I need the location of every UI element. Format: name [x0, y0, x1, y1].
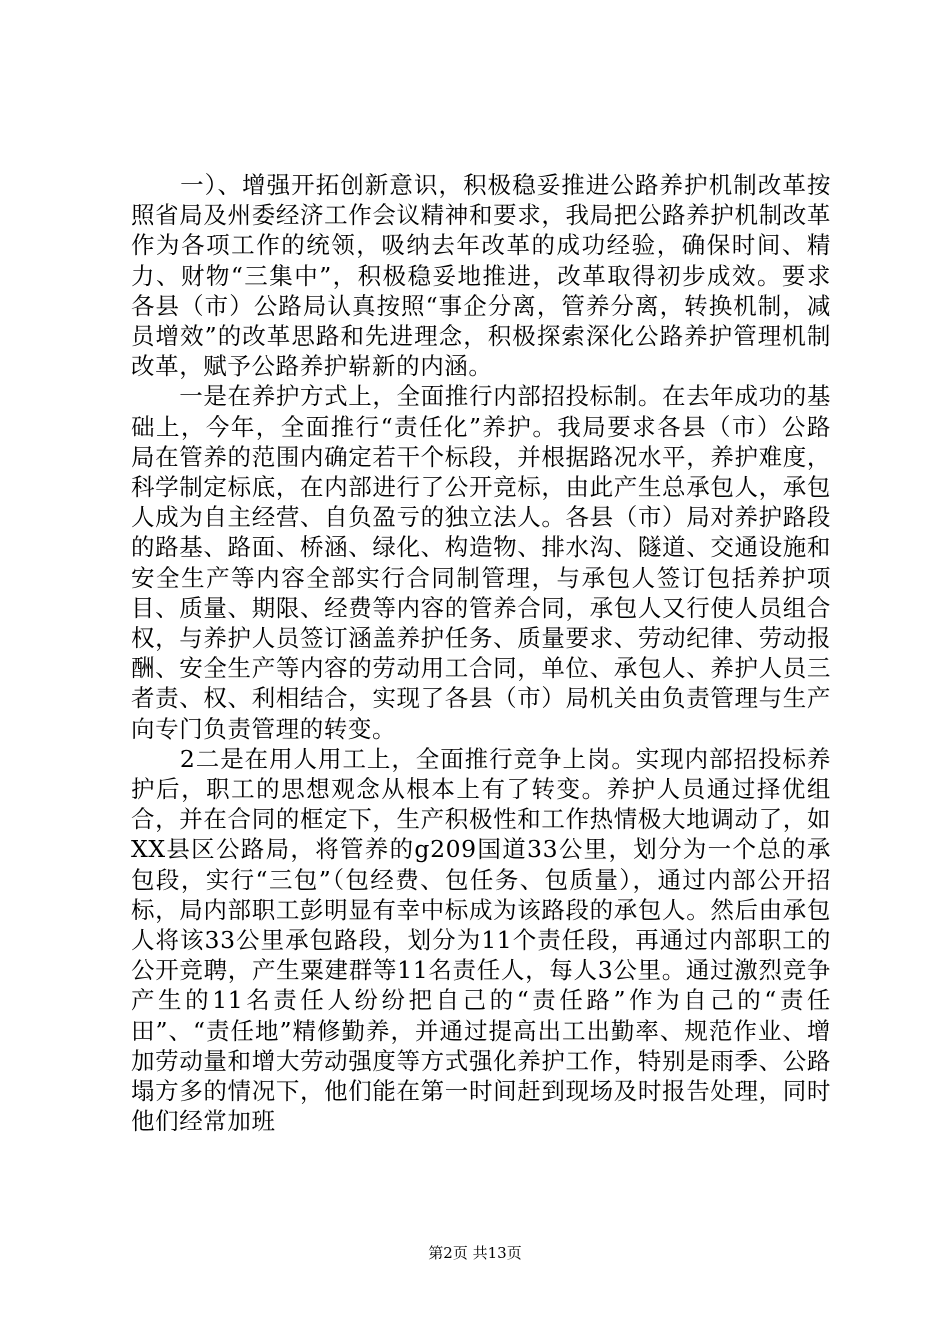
paragraph-bidding-system: 一是在养护方式上，全面推行内部招投标制。在去年成功的基础上，今年，全面推行“责任化”养护。我局要求各县（市）公路局在管养的范围内确定若干个标段，并根据路况水平，养护难度，科学制定标底，在内部进行了公开竞标，由此产生总承包人，承包人成为自主经营、自负盈亏的独立法人。各县（市）局对养护路段的路基、路面、桥涵、绿化、构造物、排水沟、隧道、交通设施和安全生产等内容全部实行合同制管理，与承包人签订包括养护项目、质量、期限、经费等内容的管养合同，承包人又行使人员组合权，与养护人员签订涵盖养护任务、质量要求、劳动纪律、劳动报酬、安全生产等内容的劳动用工合同，单位、承包人、养护人员三者责、权、利相结合，实现了各县（市）局机关由负责管理与生产向专门负责管理的转变。	[131, 382, 831, 743]
page-number-footer: 第2页 共13页	[428, 1244, 522, 1262]
document-body	[131, 170, 831, 1137]
paragraph-reform-intro: 一）、增强开拓创新意识，积极稳妥推进公路养护机制改革按照省局及州委经济工作会议精神和要求，我局把公路养护机制改革作为各项工作的统领，吸纳去年改革的成功经验，确保时间、精力、财物“三集中”，积极稳妥地推进，改革取得初步成效。要求各县（市）公路局认真按照“事企分离，管养分离，转换机制，减员增效”的改革思路和先进理念，积极探索深化公路养护管理机制改革，赋予公路养护崭新的内涵。	[131, 171, 831, 381]
paragraph-competitive-posts: 2二是在用人用工上，全面推行竞争上岗。实现内部招投标养护后，职工的思想观念从根本上有了转变。养护人员通过择优组合，并在合同的框定下，生产积极性和工作热情极大地调动了，如XX县区公路局，将管养的g209国道33公里，划分为一个总的承包段，实行“三包”（包经费、包任务、包质量），通过内部公开招标，局内部职工彭明显有幸中标成为该路段的承包人。然后由承包人将该33公里承包路段，划分为11个责任段，再通过内部职工的公开竞聘，产生粟建群等11名责任人，每人3公里。通过激烈竞争产生的11名责任人纷纷把自己的“责任路”作为自己的“责任田”、“责任地”精修勤养，并通过提高出工出勤率、规范作业、增加劳动量和增大劳动强度等方式强化养护工作，特别是雨季、公路塌方多的情况下，他们能在第一时间赶到现场及时报告处理，同时他们经常加班	[131, 744, 831, 1136]
